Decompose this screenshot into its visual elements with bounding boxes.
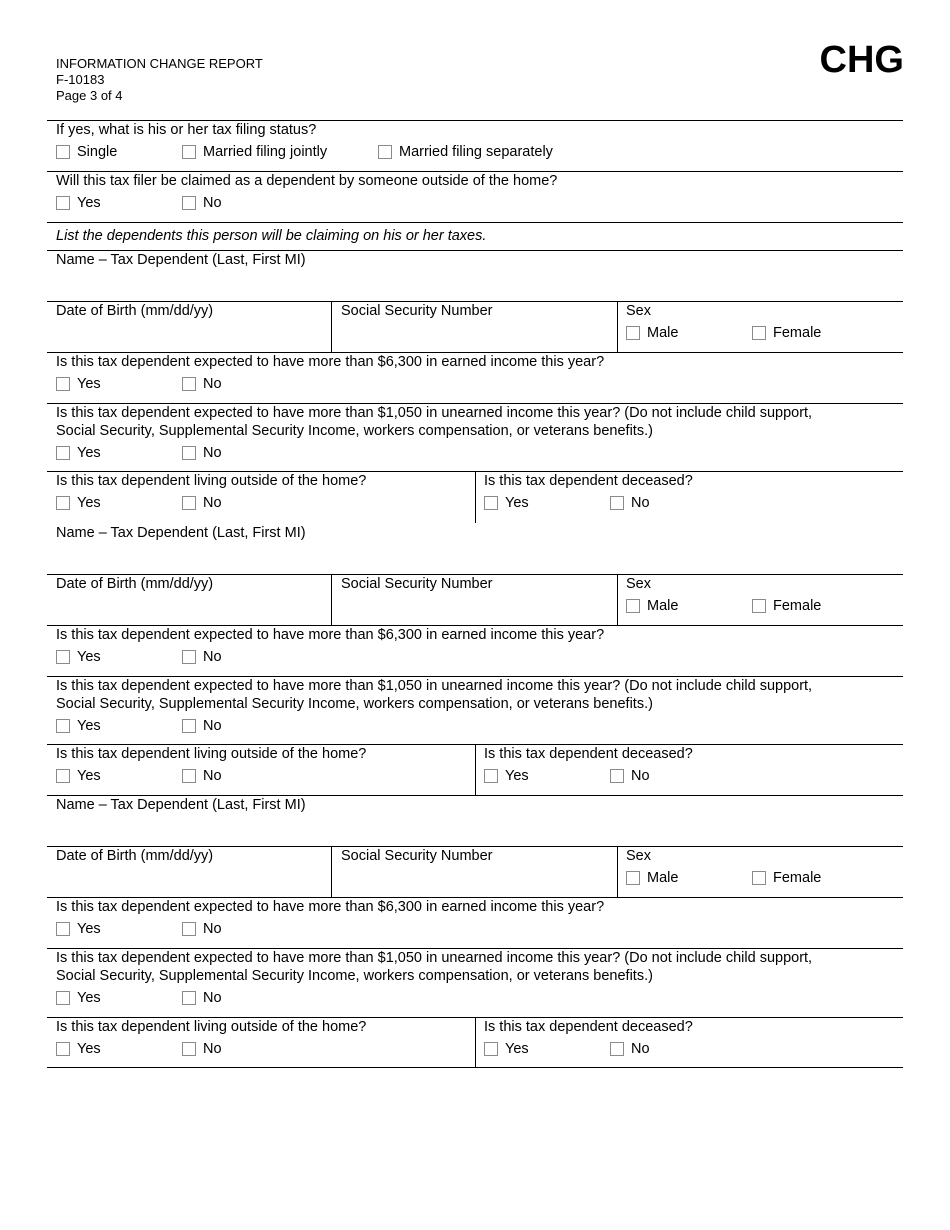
checkbox-label: No: [631, 495, 650, 511]
ssn-label: Social Security Number: [341, 303, 493, 319]
form-number: F-10183: [56, 72, 105, 87]
checkbox-box[interactable]: [56, 1042, 70, 1056]
checkbox-single[interactable]: [56, 143, 117, 161]
checkbox-unearned-yes[interactable]: [56, 444, 101, 462]
checkbox-earned-no[interactable]: [182, 920, 222, 938]
checkbox-box[interactable]: [56, 922, 70, 936]
checkbox-label: No: [203, 990, 222, 1006]
checkbox-label: No: [203, 649, 222, 665]
checkbox-box[interactable]: [484, 496, 498, 510]
checkbox-earned-no[interactable]: [182, 648, 222, 666]
checkbox-box[interactable]: [626, 871, 640, 885]
checkbox-outside-yes[interactable]: [56, 767, 101, 785]
checkbox-label: Yes: [77, 649, 101, 665]
unearned-income-question: Is this tax dependent expected to have more than $1,050 in unearned income this year? (Do not include child support,: [56, 678, 813, 694]
checkbox-box[interactable]: [56, 377, 70, 391]
checkbox-married-jointly[interactable]: [182, 143, 327, 161]
checkbox-label: Yes: [77, 445, 101, 461]
checkbox-box[interactable]: [626, 326, 640, 340]
deceased-question: Is this tax dependent deceased?: [484, 746, 693, 762]
checkbox-earned-no[interactable]: [182, 375, 222, 393]
checkbox-box[interactable]: [182, 145, 196, 159]
divider: [617, 301, 618, 352]
earned-income-question: Is this tax dependent expected to have more than $6,300 in earned income this year?: [56, 627, 605, 643]
checkbox-male[interactable]: [626, 869, 678, 887]
checkbox-box[interactable]: [752, 871, 766, 885]
outside-home-question: Is this tax dependent living outside of the home?: [56, 1019, 367, 1035]
checkbox-box[interactable]: [182, 1042, 196, 1056]
checkbox-deceased-no[interactable]: [610, 1040, 650, 1058]
checkbox-outside-no[interactable]: [182, 1040, 222, 1058]
checkbox-deceased-no[interactable]: [610, 494, 650, 512]
checkbox-deceased-no[interactable]: [610, 767, 650, 785]
checkbox-unearned-no[interactable]: [182, 444, 222, 462]
dependent-name-label: Name – Tax Dependent (Last, First MI): [56, 525, 306, 541]
checkbox-label: No: [203, 768, 222, 784]
checkbox-box[interactable]: [484, 769, 498, 783]
checkbox-label: No: [203, 921, 222, 937]
checkbox-box[interactable]: [484, 1042, 498, 1056]
checkbox-box[interactable]: [182, 496, 196, 510]
divider: [331, 846, 332, 897]
checkbox-box[interactable]: [378, 145, 392, 159]
deceased-question: Is this tax dependent deceased?: [484, 1019, 693, 1035]
checkbox-box[interactable]: [56, 769, 70, 783]
checkbox-box[interactable]: [182, 719, 196, 733]
dob-label: Date of Birth (mm/dd/yy): [56, 576, 214, 592]
checkbox-female[interactable]: [752, 324, 821, 342]
form-header: [56, 56, 263, 104]
divider: [47, 222, 903, 223]
unearned-income-question: Is this tax dependent expected to have more than $1,050 in unearned income this year? (Do not include child support,: [56, 405, 813, 421]
unearned-income-question: Is this tax dependent expected to have more than $1,050 in unearned income this year? (Do not include child support,: [56, 950, 813, 966]
deceased-question: Is this tax dependent deceased?: [484, 473, 693, 489]
checkbox-claimed-yes[interactable]: [56, 194, 101, 212]
unearned-income-note: Social Security, Supplemental Security Income, workers compensation, or veterans benefits.): [56, 696, 653, 712]
checkbox-label: No: [203, 1041, 222, 1057]
checkbox-married-separately[interactable]: [378, 143, 553, 161]
checkbox-male[interactable]: [626, 324, 678, 342]
form-code: CHG: [819, 39, 904, 81]
checkbox-label: No: [203, 195, 222, 211]
checkbox-label: No: [631, 768, 650, 784]
checkbox-label: Yes: [77, 195, 101, 211]
checkbox-box[interactable]: [182, 922, 196, 936]
checkbox-unearned-no[interactable]: [182, 717, 222, 735]
dob-label: Date of Birth (mm/dd/yy): [56, 303, 214, 319]
page-number: Page 3 of 4: [56, 88, 123, 103]
checkbox-box[interactable]: [56, 496, 70, 510]
checkbox-label: Female: [773, 325, 822, 341]
checkbox-box[interactable]: [56, 991, 70, 1005]
divider: [475, 1017, 476, 1068]
checkbox-claimed-no[interactable]: [182, 194, 222, 212]
checkbox-label: Female: [773, 870, 822, 886]
checkbox-box[interactable]: [182, 377, 196, 391]
checkbox-label: Married filing separately: [399, 144, 553, 160]
dependents-instruction: List the dependents this person will be claiming on his or her taxes.: [56, 228, 487, 244]
checkbox-label: Yes: [77, 921, 101, 937]
checkbox-box[interactable]: [182, 196, 196, 210]
checkbox-label: Yes: [77, 376, 101, 392]
form-title: INFORMATION CHANGE REPORT: [56, 56, 263, 71]
checkbox-box[interactable]: [610, 496, 624, 510]
checkbox-outside-no[interactable]: [182, 767, 222, 785]
checkbox-earned-yes[interactable]: [56, 648, 101, 666]
checkbox-label: Male: [647, 325, 679, 341]
checkbox-box[interactable]: [56, 719, 70, 733]
divider: [331, 574, 332, 625]
unearned-income-note: Social Security, Supplemental Security Income, workers compensation, or veterans benefits.): [56, 423, 653, 439]
checkbox-label: Yes: [505, 768, 529, 784]
checkbox-box[interactable]: [182, 991, 196, 1005]
divider: [475, 744, 476, 796]
checkbox-label: Yes: [77, 718, 101, 734]
checkbox-label: Yes: [77, 1041, 101, 1057]
checkbox-male[interactable]: [626, 597, 678, 615]
divider: [47, 1067, 903, 1068]
outside-home-question: Is this tax dependent living outside of the home?: [56, 473, 367, 489]
ssn-label: Social Security Number: [341, 576, 493, 592]
checkbox-deceased-yes[interactable]: [484, 494, 529, 512]
filing-status-question: If yes, what is his or her tax filing status?: [56, 122, 317, 138]
checkbox-box[interactable]: [626, 599, 640, 613]
checkbox-label: Married filing jointly: [203, 144, 328, 160]
dob-label: Date of Birth (mm/dd/yy): [56, 848, 214, 864]
checkbox-outside-yes[interactable]: [56, 494, 101, 512]
sex-label: Sex: [626, 576, 651, 592]
unearned-income-note: Social Security, Supplemental Security Income, workers compensation, or veterans benefits.): [56, 968, 653, 984]
checkbox-label: No: [631, 1041, 650, 1057]
sex-label: Sex: [626, 303, 651, 319]
checkbox-box[interactable]: [752, 326, 766, 340]
checkbox-box[interactable]: [610, 769, 624, 783]
checkbox-earned-yes[interactable]: [56, 375, 101, 393]
checkbox-unearned-no[interactable]: [182, 989, 222, 1007]
checkbox-label: No: [203, 376, 222, 392]
checkbox-deceased-yes[interactable]: [484, 767, 529, 785]
divider: [617, 574, 618, 625]
checkbox-female[interactable]: [752, 869, 821, 887]
checkbox-box[interactable]: [182, 650, 196, 664]
checkbox-label: Female: [773, 598, 822, 614]
dependent-name-label: Name – Tax Dependent (Last, First MI): [56, 797, 306, 813]
checkbox-label: Male: [647, 870, 679, 886]
checkbox-label: No: [203, 495, 222, 511]
checkbox-unearned-yes[interactable]: [56, 989, 101, 1007]
outside-home-question: Is this tax dependent living outside of the home?: [56, 746, 367, 762]
checkbox-label: No: [203, 445, 222, 461]
checkbox-box[interactable]: [56, 650, 70, 664]
checkbox-label: Yes: [77, 495, 101, 511]
checkbox-box[interactable]: [182, 446, 196, 460]
divider: [475, 471, 476, 523]
checkbox-box[interactable]: [56, 145, 70, 159]
checkbox-label: Yes: [77, 990, 101, 1006]
checkbox-label: Male: [647, 598, 679, 614]
earned-income-question: Is this tax dependent expected to have more than $6,300 in earned income this year?: [56, 899, 605, 915]
checkbox-box[interactable]: [610, 1042, 624, 1056]
checkbox-box[interactable]: [56, 446, 70, 460]
checkbox-outside-no[interactable]: [182, 494, 222, 512]
checkbox-female[interactable]: [752, 597, 821, 615]
checkbox-label: No: [203, 718, 222, 734]
checkbox-label: Yes: [77, 768, 101, 784]
divider: [617, 846, 618, 897]
checkbox-outside-yes[interactable]: [56, 1040, 101, 1058]
ssn-label: Social Security Number: [341, 848, 493, 864]
checkbox-box[interactable]: [56, 196, 70, 210]
dependent-name-label: Name – Tax Dependent (Last, First MI): [56, 252, 306, 268]
checkbox-label: Yes: [505, 1041, 529, 1057]
claimed-dependent-question: Will this tax filer be claimed as a dependent by someone outside of the home?: [56, 173, 558, 189]
checkbox-box[interactable]: [182, 769, 196, 783]
checkbox-unearned-yes[interactable]: [56, 717, 101, 735]
checkbox-deceased-yes[interactable]: [484, 1040, 529, 1058]
earned-income-question: Is this tax dependent expected to have more than $6,300 in earned income this year?: [56, 354, 605, 370]
checkbox-label: Single: [77, 144, 118, 160]
checkbox-box[interactable]: [752, 599, 766, 613]
divider: [331, 301, 332, 352]
sex-label: Sex: [626, 848, 651, 864]
checkbox-label: Yes: [505, 495, 529, 511]
checkbox-earned-yes[interactable]: [56, 920, 101, 938]
